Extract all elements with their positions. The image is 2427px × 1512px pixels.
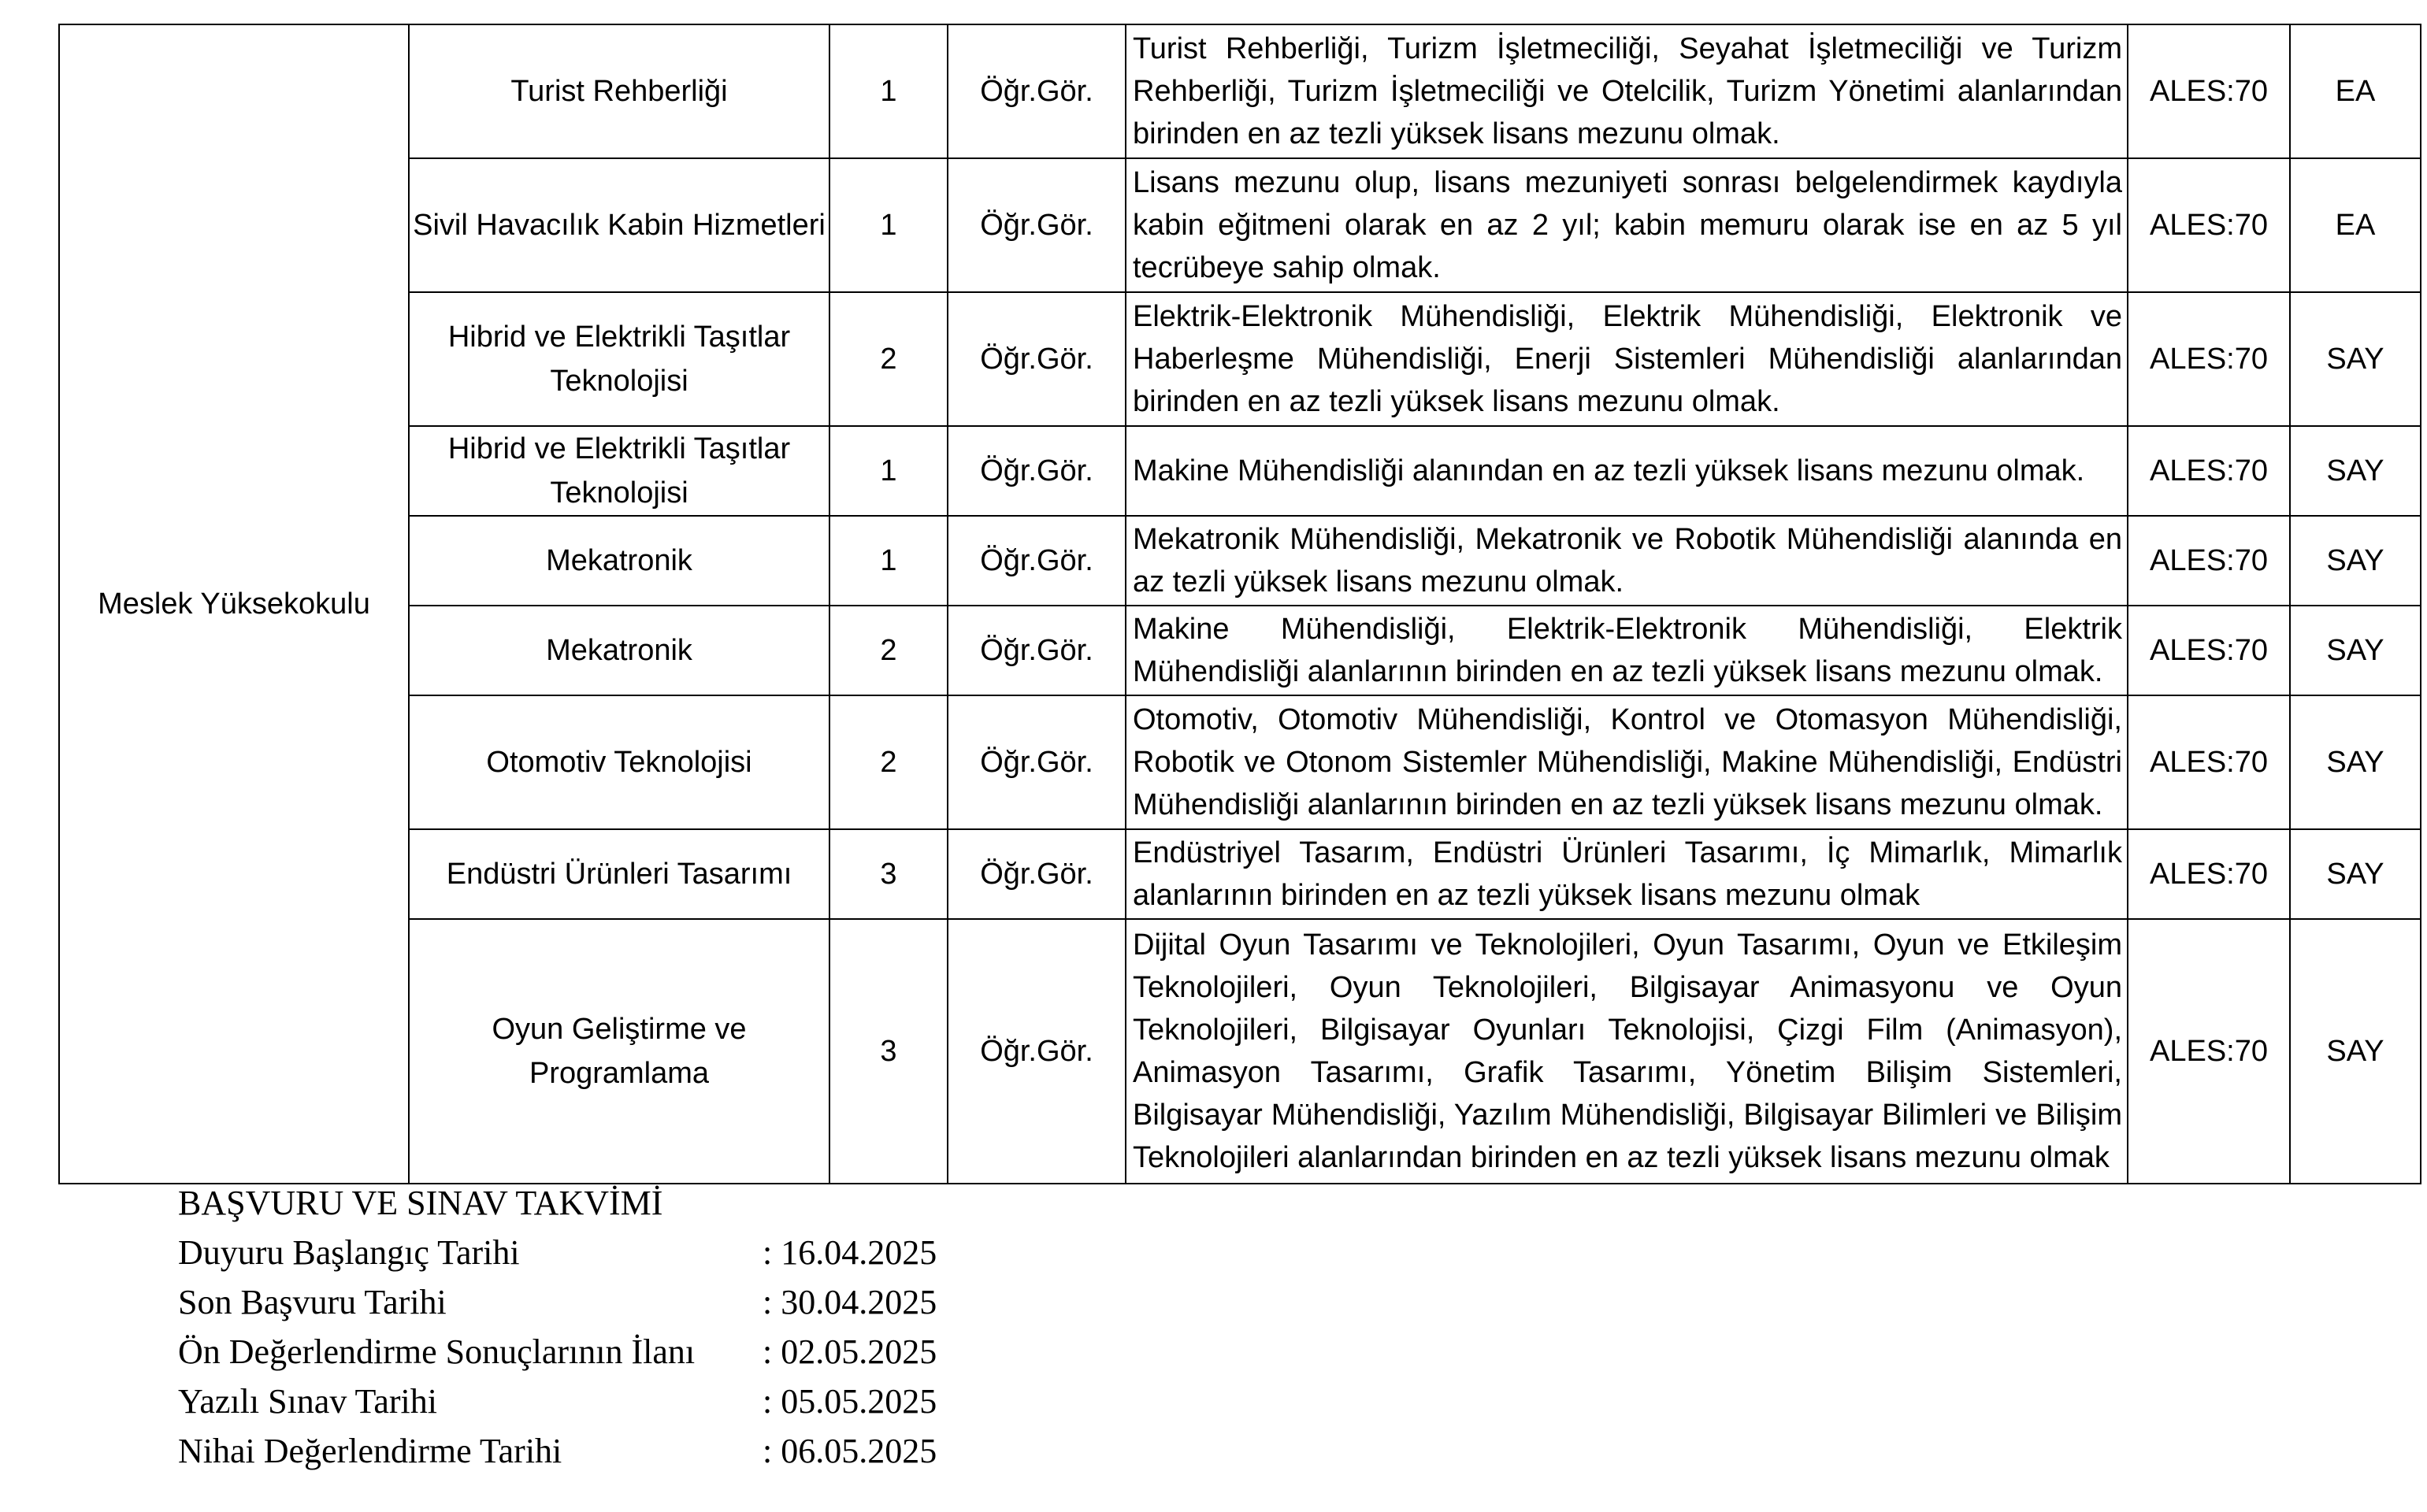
calendar-item-date: : 16.04.2025 [763, 1233, 937, 1272]
table-row [59, 919, 2421, 1184]
count-cell: 3 [829, 829, 948, 919]
table-row [59, 606, 2421, 695]
count-cell: 2 [829, 606, 948, 695]
department-cell: Sivil Havacılık Kabin Hizmetleri [409, 158, 829, 292]
ales-cell: ALES:70 [2128, 516, 2290, 606]
table-row [59, 426, 2421, 516]
department-cell: Mekatronik [409, 516, 829, 606]
calendar-item-label: Son Başvuru Tarihi [178, 1283, 447, 1321]
calendar-item [178, 1228, 966, 1277]
requirement-cell: Elektrik-Elektronik Mühendisliği, Elektrik Mühendisliği, Elektronik ve Haberleşme Mühendisliği, Enerji Sistemleri Mühendisliği alanlarından birinden en az tezli yüksek lisans mezunu olmak. [1126, 292, 2128, 426]
calendar-item-label: Yazılı Sınav Tarihi [178, 1382, 437, 1421]
score-type-cell: SAY [2290, 606, 2421, 695]
requirement-cell: Makine Mühendisliği, Elektrik-Elektronik Mühendisliği, Elektrik Mühendisliği alanlarının birinden en az tezli yüksek lisans mezunu olmak. [1126, 606, 2128, 695]
title-cell: Öğr.Gör. [948, 695, 1126, 829]
table-row [59, 292, 2421, 426]
calendar-item-label: Ön Değerlendirme Sonuçlarının İlanı [178, 1332, 696, 1371]
ales-cell: ALES:70 [2128, 829, 2290, 919]
department-cell: Turist Rehberliği [409, 24, 829, 158]
calendar-item-date: : 06.05.2025 [763, 1432, 937, 1470]
calendar-item [178, 1377, 966, 1426]
calendar-item-date: : 30.04.2025 [763, 1283, 937, 1321]
calendar-item [178, 1277, 966, 1327]
title-cell: Öğr.Gör. [948, 24, 1126, 158]
table-row [59, 829, 2421, 919]
department-cell: Hibrid ve Elektrikli Taşıtlar Teknolojisi [409, 292, 829, 426]
requirement-cell: Dijital Oyun Tasarımı ve Teknolojileri, Oyun Tasarımı, Oyun ve Etkileşim Teknolojileri, Oyun Teknolojileri, Bilgisayar Animasyonu ve Oyun Teknolojileri, Bilgisayar Oyunları Teknolojisi, Çizgi Film (Animasyon), Animasyon Tasarımı, Grafik Tasarımı, Yönetim Bilişim Sistemleri, Bilgisayar Mühendisliği, Yazılım Mühendisliği, Bilgisayar Bilimleri ve Bilişim Teknolojileri alanlarından birinden en az tezli yüksek lisans mezunu olmak [1126, 919, 2128, 1184]
title-cell: Öğr.Gör. [948, 516, 1126, 606]
requirement-cell: Turist Rehberliği, Turizm İşletmeciliği, Seyahat İşletmeciliği ve Turizm Rehberliği, Turizm İşletmeciliği ve Otelcilik, Turizm Yönetimi alanlarından birinden en az tezli yüksek lisans mezunu olmak. [1126, 24, 2128, 158]
calendar-item-label: Nihai Değerlendirme Tarihi [178, 1432, 562, 1470]
ales-cell: ALES:70 [2128, 292, 2290, 426]
requirement-cell: Makine Mühendisliği alanından en az tezli yüksek lisans mezunu olmak. [1126, 426, 2128, 516]
positions-table [58, 24, 2421, 1184]
count-cell: 2 [829, 695, 948, 829]
department-cell: Oyun Geliştirme ve Programlama [409, 919, 829, 1184]
calendar-item-date: : 02.05.2025 [763, 1332, 937, 1371]
calendar-item [178, 1327, 966, 1377]
title-cell: Öğr.Gör. [948, 158, 1126, 292]
ales-cell: ALES:70 [2128, 24, 2290, 158]
application-calendar [178, 1178, 966, 1476]
score-type-cell: SAY [2290, 426, 2421, 516]
title-cell: Öğr.Gör. [948, 292, 1126, 426]
calendar-item-label: Duyuru Başlangıç Tarihi [178, 1233, 520, 1272]
calendar-item [178, 1426, 966, 1476]
department-cell: Hibrid ve Elektrikli Taşıtlar Teknolojisi [409, 426, 829, 516]
score-type-cell: SAY [2290, 695, 2421, 829]
table-row [59, 158, 2421, 292]
ales-cell: ALES:70 [2128, 158, 2290, 292]
count-cell: 1 [829, 158, 948, 292]
calendar-item-date: : 05.05.2025 [763, 1382, 937, 1421]
count-cell: 2 [829, 292, 948, 426]
ales-cell: ALES:70 [2128, 695, 2290, 829]
table-row [59, 24, 2421, 158]
department-cell: Mekatronik [409, 606, 829, 695]
score-type-cell: SAY [2290, 516, 2421, 606]
score-type-cell: SAY [2290, 919, 2421, 1184]
score-type-cell: SAY [2290, 292, 2421, 426]
department-cell: Endüstri Ürünleri Tasarımı [409, 829, 829, 919]
title-cell: Öğr.Gör. [948, 919, 1126, 1184]
table-row [59, 516, 2421, 606]
count-cell: 1 [829, 24, 948, 158]
count-cell: 1 [829, 516, 948, 606]
requirement-cell: Lisans mezunu olup, lisans mezuniyeti sonrası belgelendirmek kaydıyla kabin eğitmeni olarak en az 2 yıl; kabin memuru olarak ise en az 5 yıl tecrübeye sahip olmak. [1126, 158, 2128, 292]
score-type-cell: EA [2290, 24, 2421, 158]
faculty-cell: Meslek Yüksekokulu [59, 24, 409, 1184]
title-cell: Öğr.Gör. [948, 829, 1126, 919]
ales-cell: ALES:70 [2128, 426, 2290, 516]
count-cell: 3 [829, 919, 948, 1184]
table-row [59, 695, 2421, 829]
score-type-cell: SAY [2290, 829, 2421, 919]
requirement-cell: Endüstriyel Tasarım, Endüstri Ürünleri Tasarımı, İç Mimarlık, Mimarlık alanlarının birinden en az tezli yüksek lisans mezunu olmak [1126, 829, 2128, 919]
requirement-cell: Mekatronik Mühendisliği, Mekatronik ve Robotik Mühendisliği alanında en az tezli yüksek lisans mezunu olmak. [1126, 516, 2128, 606]
ales-cell: ALES:70 [2128, 606, 2290, 695]
title-cell: Öğr.Gör. [948, 606, 1126, 695]
score-type-cell: EA [2290, 158, 2421, 292]
title-cell: Öğr.Gör. [948, 426, 1126, 516]
ales-cell: ALES:70 [2128, 919, 2290, 1184]
department-cell: Otomotiv Teknolojisi [409, 695, 829, 829]
calendar-title: BAŞVURU VE SINAV TAKVİMİ [178, 1184, 663, 1222]
requirement-cell: Otomotiv, Otomotiv Mühendisliği, Kontrol ve Otomasyon Mühendisliği, Robotik ve Otonom Sistemler Mühendisliği, Makine Mühendisliği, Endüstri Mühendisliği alanlarının birinden en az tezli yüksek lisans mezunu olmak. [1126, 695, 2128, 829]
count-cell: 1 [829, 426, 948, 516]
